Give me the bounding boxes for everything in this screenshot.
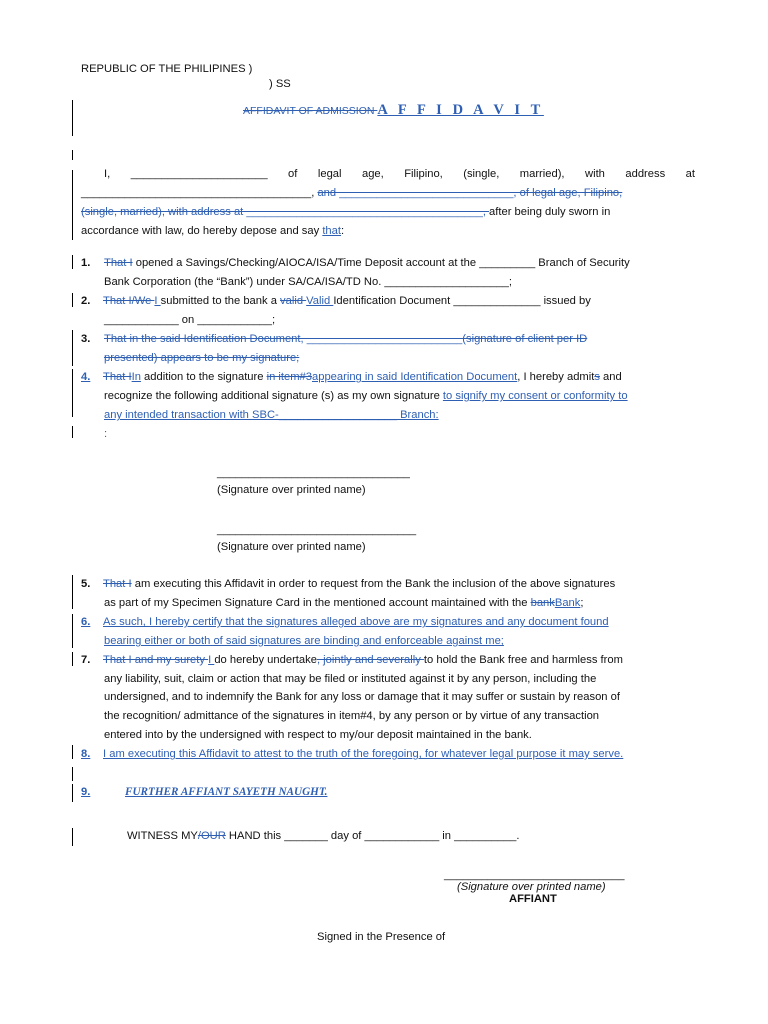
item-2-line: ____________ on ____________; bbox=[104, 314, 276, 326]
item-7 bbox=[81, 653, 623, 667]
affiant-caption: (Signature over printed name) bbox=[457, 881, 606, 893]
item-4 bbox=[81, 370, 622, 384]
change-bar bbox=[72, 784, 73, 802]
item-inserted: to signify my consent or conformity to bbox=[442, 390, 628, 402]
item-3-line: That in the said Identification Document, _________________________(signature of client per ID bbox=[104, 333, 588, 345]
affiant-signature-line: _____________________________ bbox=[444, 869, 625, 881]
item-1-line: Bank Corporation (the “Bank”) under SA/CA/ISA/TD No. ____________________; bbox=[104, 276, 512, 288]
item-7-line: any liability, suit, claim or action that may be filed or instituted against it by any person, including the bbox=[104, 673, 597, 685]
item-inserted: In bbox=[131, 371, 141, 383]
intro-struck: and ____________________________, of legal age, Filipino, bbox=[317, 187, 623, 199]
item-struck: That I/We bbox=[103, 295, 155, 307]
item-text: do hereby undertake bbox=[214, 654, 317, 666]
item-number: 7. bbox=[81, 654, 91, 666]
item-text: recognize the following additional signature (s) as my own signature bbox=[104, 390, 443, 402]
witness-text: HAND this _______ day of ____________ in __________. bbox=[225, 830, 520, 842]
intro-line bbox=[81, 205, 695, 219]
item-struck: That I bbox=[104, 257, 133, 269]
intro-text: after being duly sworn in bbox=[489, 206, 611, 218]
item-inserted: I bbox=[154, 295, 161, 307]
intro-inserted: that bbox=[322, 225, 341, 237]
item-struck: , jointly and severally bbox=[316, 654, 424, 666]
item-text bbox=[104, 257, 630, 269]
intro-line: I, ______________________ of legal age, Filipino, (single, married), with address at bbox=[104, 168, 695, 180]
title-struck: AFFIDAVIT OF ADMISSION bbox=[243, 105, 378, 117]
item-inserted: Valid bbox=[306, 295, 334, 307]
item-number: 4. bbox=[81, 371, 91, 383]
item-text: addition to the signature bbox=[140, 371, 267, 383]
item-inserted: As such, I hereby certify that the signatures alleged above are my signatures and any document found bbox=[103, 616, 609, 628]
change-bar bbox=[72, 767, 73, 781]
item-struck: That I and my surety bbox=[103, 654, 209, 666]
signed-in-presence: Signed in the Presence of bbox=[317, 931, 446, 943]
item-6-line: bearing either or both of said signatures are binding and enforceable against me; bbox=[104, 635, 504, 647]
change-bar bbox=[72, 745, 73, 759]
item-3-line: presented) appears to be my signature; bbox=[104, 352, 300, 364]
change-bar bbox=[72, 255, 73, 269]
item-2 bbox=[81, 294, 695, 308]
signature-caption: (Signature over printed name) bbox=[217, 484, 366, 496]
intro-line bbox=[81, 186, 695, 200]
item-text: submitted to the bank a bbox=[160, 295, 281, 307]
item-number: 2. bbox=[81, 295, 91, 307]
change-bar bbox=[72, 330, 73, 366]
item-struck: That I bbox=[103, 371, 132, 383]
item-inserted: I bbox=[208, 654, 215, 666]
item-3 bbox=[81, 332, 103, 346]
intro-text: : bbox=[340, 225, 345, 237]
item-struck: s bbox=[594, 371, 600, 383]
item-text: as part of my Specimen Signature Card in the mentioned account maintained with the bbox=[104, 597, 531, 609]
item-9 bbox=[81, 785, 327, 799]
item-number: 3. bbox=[81, 333, 91, 345]
item-7-line: undersigned, and to indemnify the Bank for any loss or damage that it may suffer or sustain by reason of bbox=[104, 691, 620, 703]
item-struck: That I bbox=[103, 578, 132, 590]
intro-text: _____________________________________, bbox=[81, 187, 318, 199]
change-bar bbox=[72, 170, 73, 240]
item-text: to hold the Bank free and harmless from bbox=[423, 654, 623, 666]
republic-label: REPUBLIC OF THE PHILIPINES ) bbox=[81, 63, 253, 75]
change-bar bbox=[72, 369, 73, 417]
item-5 bbox=[81, 577, 615, 591]
item-6 bbox=[81, 615, 609, 629]
intro-text: accordance with law, do hereby depose and say bbox=[81, 225, 323, 237]
item-7-line: entered into by the undersigned with respect to my/our deposit maintained in the bank. bbox=[104, 729, 532, 741]
item-1 bbox=[81, 256, 103, 270]
item-4-line: any intended transaction with SBC-___________________ Branch: bbox=[104, 409, 439, 421]
item-text: Identification Document ______________ issued by bbox=[333, 295, 591, 307]
affiant-label: AFFIANT bbox=[509, 893, 557, 905]
change-bar bbox=[72, 652, 73, 666]
item-number: 6. bbox=[81, 616, 91, 628]
item-inserted: appearing in said Identification Document bbox=[312, 371, 518, 383]
change-bar bbox=[72, 150, 73, 160]
item-inserted: Bank bbox=[554, 597, 581, 609]
change-bar bbox=[72, 614, 73, 648]
item-text: opened a Savings/Checking/AIOCA/ISA/Time Deposit account at the _________ Branch of Security bbox=[132, 257, 630, 269]
further-affiant: FURTHER AFFIANT SAYETH NAUGHT. bbox=[125, 786, 328, 798]
item-7-line: the recognition/ admittance of the signatures in item#4, by any person or by virtue of any transaction bbox=[104, 710, 600, 722]
item-number: 5. bbox=[81, 578, 91, 590]
item-struck: valid bbox=[280, 295, 307, 307]
item-text: and bbox=[599, 371, 622, 383]
signature-line: ________________________________ bbox=[217, 524, 417, 536]
item-text: am executing this Affidavit in order to request from the Bank the inclusion of the above signatures bbox=[131, 578, 616, 590]
change-bar bbox=[72, 293, 73, 307]
intro-struck: (single, married), with address at ______________________________________, bbox=[81, 206, 490, 218]
change-bar bbox=[72, 426, 73, 438]
item-struck: in item#3 bbox=[266, 371, 312, 383]
item-text: ; bbox=[580, 597, 584, 609]
item-number: 8. bbox=[81, 748, 91, 760]
signature-line: _______________________________ bbox=[217, 467, 410, 479]
witness-text: WITNESS MY bbox=[127, 830, 198, 842]
item-number: 1. bbox=[81, 257, 91, 269]
title-affidavit: A F F I D A V I T bbox=[377, 102, 544, 118]
item-1-line bbox=[104, 256, 695, 270]
item-8 bbox=[81, 747, 623, 761]
item-struck: bank bbox=[530, 597, 555, 609]
signature-caption: (Signature over printed name) bbox=[217, 541, 366, 553]
item-inserted: I am executing this Affidavit to attest to the truth of the foregoing, for whatever legal purpose it may serve. bbox=[103, 748, 624, 760]
ss-label: ) SS bbox=[269, 78, 291, 90]
item-number: 9. bbox=[81, 786, 91, 798]
intro-line bbox=[81, 224, 695, 238]
change-bar bbox=[72, 828, 73, 846]
change-bar bbox=[72, 575, 73, 609]
witness-struck: /OUR bbox=[197, 830, 226, 842]
item-5-line bbox=[104, 596, 583, 610]
item-4-line bbox=[104, 389, 628, 403]
item-text: , I hereby admit bbox=[517, 371, 595, 383]
item-4-line: : bbox=[104, 428, 108, 440]
witness-line bbox=[127, 829, 519, 843]
document-title bbox=[243, 102, 544, 119]
change-bar bbox=[72, 100, 73, 136]
